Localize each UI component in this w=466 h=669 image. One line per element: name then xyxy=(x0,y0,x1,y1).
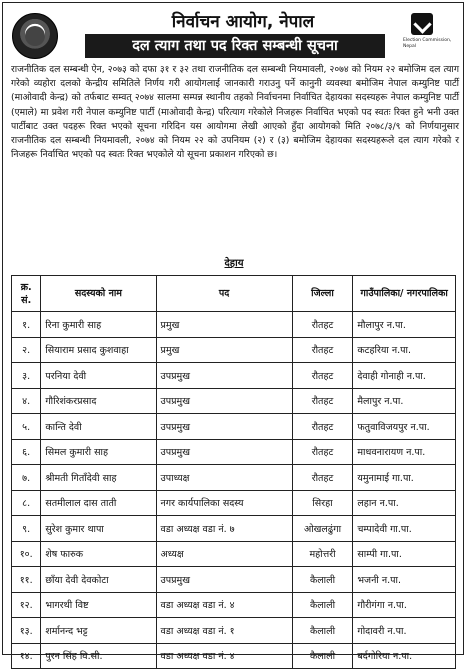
row-sn: १०. xyxy=(12,541,41,567)
header-name: सदस्यको नाम xyxy=(41,276,156,312)
row-district: रौतहट xyxy=(292,414,353,440)
row-local: देवाही गोनाही न.पा. xyxy=(353,363,456,389)
row-name: सतमीलाल दास ताती xyxy=(41,490,156,516)
row-local: भजनी न.पा. xyxy=(353,567,456,593)
row-sn: ३. xyxy=(12,363,41,389)
table-row xyxy=(12,337,456,363)
table-row xyxy=(12,439,456,465)
row-district: महोत्तरी xyxy=(292,541,353,567)
row-local: गौरीगंगा न.पा. xyxy=(353,592,456,618)
election-commission-logo-icon xyxy=(403,13,457,63)
row-sn: १३. xyxy=(12,618,41,644)
row-name: शर्मानन्द भट्ट xyxy=(41,618,156,644)
row-local: साम्पी गा.पा. xyxy=(353,541,456,567)
row-local: गोदावरी न.पा. xyxy=(353,618,456,644)
row-post: प्रमुख xyxy=(156,312,292,338)
table-row xyxy=(12,490,456,516)
table-row xyxy=(12,312,456,338)
row-name: परनिया देवी xyxy=(41,363,156,389)
row-sn: ७. xyxy=(12,465,41,491)
row-sn: ८. xyxy=(12,490,41,516)
row-district: कैलाली xyxy=(292,643,353,669)
table-row xyxy=(12,363,456,389)
ec-logo-text: Election Commission, Nepal xyxy=(403,38,452,49)
row-post: वडा अध्यक्ष वडा नं. ४ xyxy=(156,643,292,669)
row-sn: ११. xyxy=(12,567,41,593)
row-post: वडा अध्यक्ष वडा नं. ४ xyxy=(156,592,292,618)
row-local: मौलापुर न.पा. xyxy=(353,312,456,338)
row-post: प्रमुख xyxy=(156,337,292,363)
header-district: जिल्ला xyxy=(292,276,353,312)
row-sn: ६. xyxy=(12,439,41,465)
row-sn: ४. xyxy=(12,388,41,414)
commission-title: निर्वाचन आयोग, नेपाल xyxy=(171,12,315,32)
row-district: रौतहट xyxy=(292,337,353,363)
row-local: माधवनारायण न.पा. xyxy=(353,439,456,465)
table-row xyxy=(12,388,456,414)
row-local: चम्पादेवी गा.पा. xyxy=(353,516,456,542)
table-row xyxy=(12,592,456,618)
table-row xyxy=(12,465,456,491)
row-sn: १२. xyxy=(12,592,41,618)
row-post: उपप्रमुख xyxy=(156,567,292,593)
row-local: लहान न.पा. xyxy=(353,490,456,516)
nepal-emblem-icon xyxy=(12,13,58,59)
row-local: यमुनामाई गा.पा. xyxy=(353,465,456,491)
row-post: वडा अध्यक्ष वडा नं. ७ xyxy=(156,516,292,542)
row-post: उपप्रमुख xyxy=(156,363,292,389)
row-district: सिरहा xyxy=(292,490,353,516)
row-sn: ५. xyxy=(12,414,41,440)
notice-title: दल त्याग तथा पद रिक्त सम्बन्धी सूचना xyxy=(85,34,385,58)
row-district: कैलाली xyxy=(292,592,353,618)
row-local: मैलापुर न.पा. xyxy=(353,388,456,414)
row-name: श्रीमती गिताँदेवी साह xyxy=(41,465,156,491)
row-district: रौतहट xyxy=(292,312,353,338)
table-row xyxy=(12,516,456,542)
row-sn: २. xyxy=(12,337,41,363)
row-post: उपप्रमुख xyxy=(156,439,292,465)
row-name: शेष फारुक xyxy=(41,541,156,567)
row-name: सियाराम प्रसाद कुशवाहा xyxy=(41,337,156,363)
row-name: सिमल कुमारी साह xyxy=(41,439,156,465)
members-table-body xyxy=(12,312,456,669)
row-sn: १. xyxy=(12,312,41,338)
row-post: उपप्रमुख xyxy=(156,388,292,414)
table-header-row xyxy=(12,276,456,312)
table-row xyxy=(12,414,456,440)
notice-frame xyxy=(2,2,464,663)
row-name: कान्ति देवी xyxy=(41,414,156,440)
row-district: कैलाली xyxy=(292,618,353,644)
row-district: कैलाली xyxy=(292,567,353,593)
row-sn: १४. xyxy=(12,643,41,669)
row-sn: ९. xyxy=(12,516,41,542)
row-name: सुरेश कुमार थापा xyxy=(41,516,156,542)
table-row xyxy=(12,643,456,669)
row-post: अध्यक्ष xyxy=(156,541,292,567)
members-table xyxy=(11,275,456,669)
row-district: ओखलढुंगा xyxy=(292,516,353,542)
table-row xyxy=(12,618,456,644)
table-row xyxy=(12,541,456,567)
row-post: वडा अध्यक्ष वडा नं. १ xyxy=(156,618,292,644)
table-row xyxy=(12,567,456,593)
row-name: पुरन सिंह वि.सी. xyxy=(41,643,156,669)
row-name: छाँया देवी देवकोटा xyxy=(41,567,156,593)
section-heading: देहाय xyxy=(224,258,244,269)
row-name: गौरिशंकरप्रसाद xyxy=(41,388,156,414)
row-district: रौतहट xyxy=(292,363,353,389)
row-district: रौतहट xyxy=(292,439,353,465)
row-district: रौतहट xyxy=(292,388,353,414)
row-name: रिना कुमारी साह xyxy=(41,312,156,338)
header-post: पद xyxy=(156,276,292,312)
header-sn: क्र. सं. xyxy=(12,276,41,312)
row-district: रौतहट xyxy=(292,465,353,491)
row-local: फतुवाविजयपुर न.पा. xyxy=(353,414,456,440)
ec-logo-mark xyxy=(411,13,433,35)
emblem-center xyxy=(25,26,45,46)
row-post: उपाध्यक्ष xyxy=(156,465,292,491)
row-local: बर्दगोरिया न.पा. xyxy=(353,643,456,669)
row-post: उपप्रमुख xyxy=(156,414,292,440)
row-name: भागरथी विष्ट xyxy=(41,592,156,618)
row-local: कटहरिया न.पा. xyxy=(353,337,456,363)
header-local: गाउँपालिका/ नगरपालिका xyxy=(353,276,456,312)
row-post: नगर कार्यपालिका सदस्य xyxy=(156,490,292,516)
notice-body: राजनीतिक दल सम्बन्धी ऐन, २०७३ को दफा ३१ र ३२ तथा राजनीतिक दल सम्बन्धी नियमावली, २०७४ को नियम २२ बमोजिम दल त्याग गरेको व्यहोरा दलको केन्द्रीय समितिले निर्णय गरी आयोगलाई जानकारी गराउनु पर्ने कानुनी व्यवस्था बमोजिम नेपाल कम्युनिष्ट पार्टी (माओवादी केन्द्र) को तर्फबाट सम्वत् २०७४ सालमा सम्पन्न स्थानीय तहको निर्वाचनमा निर्वाचित देहायका सदस्यहरू नेपाल कम्युनिष्ट पार्टी (एमाले) मा प्रवेश गरी नेपाल कम्युनिष्ट पार्टी (माओवादी केन्द्र) परित्याग गरेकोले निजहरू निर्वाचित भएको पद स्वतः रिक्त हुने भनी उक्त पार्टीबाट उक्त पदहरू रिक्त भएको सूचना गरिदिन यस आयोगमा लेखी आएको हुँदा आयोगको मिति २०७८/३/९ को निर्णयानुसार राजनीतिक दल सम्बन्धी नियमावली, २०७४ को नियम २२ को उपनियम (२) र (३) बमोजिम देहायका सदस्यहरूले दल त्याग गरेको र निजहरू निर्वाचित भएको पद स्वतः रिक्त भएकोले यो सूचना प्रकाशन गरिएको छ। xyxy=(11,64,459,161)
